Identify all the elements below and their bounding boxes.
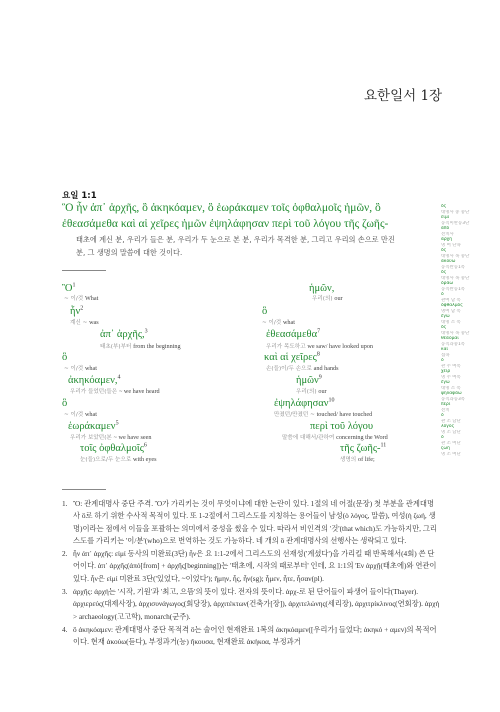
lexeme-entry: ὁ xyxy=(441,358,444,363)
page-title: 요한일서 1장 xyxy=(364,88,443,104)
lexeme-entry: ἀρχή xyxy=(441,237,453,242)
parsing-label: 관 소 남단 xyxy=(441,418,461,424)
divider xyxy=(62,489,106,490)
word-gloss: 만졌던/만졌던 ~ touched/ have touched xyxy=(274,411,373,418)
word-gloss: ~ 이/것 what xyxy=(64,411,97,418)
greek-word: καὶ αἱ χεῖρες$^8$ xyxy=(264,351,320,363)
parsing-label: 전치사 xyxy=(441,231,454,237)
footnote-ref[interactable]: 11 xyxy=(380,442,387,449)
korean-line: 분, 그 생명의 말씀에 대한 것이다. xyxy=(76,248,183,257)
parsing-label: 대명사 목 중단 xyxy=(441,275,470,281)
greek-word: ἐθεασάμεθα$^7$ xyxy=(266,328,321,340)
greek-word: ἀπ᾽ ἀρχῆς,$^3$ xyxy=(100,328,148,340)
word-gloss: 우리가 보았던(본 ~ we have seen xyxy=(70,434,152,441)
word-gloss: 말씀에 대해서/관하여 concerning the Word xyxy=(282,434,388,441)
lexeme-entry: εἰμί xyxy=(441,215,450,220)
lexeme-entry: χείρ xyxy=(441,369,451,374)
greek-word: περὶ τοῦ λόγου xyxy=(310,421,374,432)
footnote-ref[interactable]: 4 xyxy=(117,374,121,381)
parsing-label: 대명사 중 중단 xyxy=(441,209,470,215)
greek-word: ἡμῶν, xyxy=(309,283,335,294)
korean-translation xyxy=(76,233,436,259)
lexeme-entry: ἀπό xyxy=(441,226,450,231)
greek-word: ἡμῶν$^9$ xyxy=(296,374,322,386)
greek-word: ὃ xyxy=(62,352,68,363)
greek-word: ἀκηκόαμεν,$^4$ xyxy=(68,374,121,386)
word-gloss: 우리가 목도하고 we saw/ have looked upon xyxy=(266,343,374,350)
word-gloss: 태초(부)부터 from the beginning xyxy=(100,343,181,350)
greek-verse-text xyxy=(62,200,442,232)
lexeme-entry: ὁράω xyxy=(441,281,454,286)
parsing-label: 접속 xyxy=(441,352,450,358)
lexeme-entry: λόγος xyxy=(441,424,455,429)
greek-word: ὃ xyxy=(62,398,68,409)
lexeme-entry: ἐγώ xyxy=(441,380,450,385)
word-gloss: 우리(의) our xyxy=(312,295,343,302)
word-gloss: 손(들)이/두 손으로 and hands xyxy=(266,365,339,372)
lexeme-entry: ὅς xyxy=(441,270,447,275)
lexeme-entry: ζωή xyxy=(441,446,450,451)
footnote-ref[interactable]: 10 xyxy=(328,397,335,404)
greek-word: ἐψηλάφησαν$^{10}$ xyxy=(274,397,335,409)
lexeme-entry: περί xyxy=(441,402,451,407)
parsing-label: 동직미완능3단 xyxy=(441,220,470,226)
footnote-ref[interactable]: 8 xyxy=(316,351,320,358)
verse-heading: 요일 1:1 xyxy=(62,191,97,201)
lexeme-entry: ἀκούω xyxy=(441,259,456,264)
greek-word: ἑωράκαμεν$^5$ xyxy=(68,420,119,432)
word-gloss: 눈(들)으로/두 눈으로 with eyes xyxy=(80,456,157,463)
lexeme-entry: ἐγώ xyxy=(441,314,450,319)
greek-word: ὃ xyxy=(262,306,268,317)
parsing-label: 명 여 단속 xyxy=(441,242,461,248)
lexeme-entry: θεάομαι xyxy=(441,336,459,341)
lexeme-entry: ψηλαφάω xyxy=(441,391,462,396)
greek-word: τοῖς ὀφθαλμοῖς$^6$ xyxy=(80,442,147,454)
parsing-label: 동직과능3복 xyxy=(441,396,466,402)
word-gloss: ~ 이/것 what xyxy=(64,365,97,372)
greek-line: ἐθεασάμεθα καὶ αἱ χεῖρες ἡμῶν ἐψηλάφησαν περὶ τοῦ λόγου τῆς ζωῆς- xyxy=(62,218,389,230)
lexeme-entry: ὅς xyxy=(441,325,447,330)
lexeme-entry: ὅς xyxy=(441,248,447,253)
parsing-label: 명 소 남단 xyxy=(441,429,461,435)
footnotes xyxy=(62,498,440,650)
divider xyxy=(62,270,106,271)
footnote-ref[interactable]: 6 xyxy=(143,442,147,449)
word-gloss: ~ 이/것 what xyxy=(262,319,295,326)
footnote-item: 1. Ὃ: 관계대명사 중단 주격. Ὃ가 가리키는 것이 무엇이냐에 대한 논란이 있다. 1절의 네 어절(문장) 첫 부분을 관계대명사 ὃ로 하기 위한 수사적 목적이 있다. 또 1-2절에서 그리스도를 지칭하는 용어들이 남성(ὁ λόγος, 말씀), 여성(ἡ ζωή, 생명)이라는 점에서 이들을 포괄하는 의미에서 중성을 썼을 수 있다. 따라서 비인격의 '것'(that which)도 가능하지만, 그리스도를 가리키는 '이/분'(who)으로 번역하는 것도 가능하다. 네 개의 ὃ 관계대명사의 선행사는 생략되고 있다. xyxy=(62,499,437,545)
footnote-ref[interactable]: 9 xyxy=(318,374,322,381)
footnote-item: 4. ὃ ἀκηκόαμεν: 관계대명사 중단 목적격 ὃ는 술어인 현재완료 1복의 ἀκηκόαμεν([우리가] 들었다; ἀκηκό + αμεν)의 목적어이다. 현재 ἀκούω(듣다), 부정과거(능) ἤκουσα, 현재완료 ἀκήκοα, 부정과거 xyxy=(62,624,437,647)
parsing-label: 관여 남 복 xyxy=(441,297,461,303)
footnote-item: 3. ἀρχῆς: ἀρχή는 '시작, 기원'과 '최고, 으뜸'의 뜻이 있다. 전자의 뜻이다. ἀρχ-로 된 단어들이 파생어 들이다(Thayer). ἀρχιερεύς(대제사장), ἀρχισυνάγωγος(회당장), ἀρχιτέκτων(건축가[장]), ἀρχιτελώνης(세리장), ἀρχιτρίκλινος(연회장). ἀρχή > archaeology(고고학), monarch(군주). xyxy=(62,587,440,621)
parsing-label: 명 주 여복 xyxy=(441,374,461,380)
footnote-ref[interactable]: 5 xyxy=(115,420,119,427)
parsing-label: 관 소 여단 xyxy=(441,440,461,446)
lexeme-entry: ὀφθαλμός xyxy=(441,303,463,308)
parsing-label: 명 소 여단 xyxy=(441,451,461,457)
parsing-label: 대명사 목 중단 xyxy=(441,253,470,259)
parsing-label: 대명 소 복 xyxy=(441,385,461,391)
parsing-label: 대명사 목 중단 xyxy=(441,330,470,336)
word-gloss: 생명의 of life; xyxy=(340,456,375,463)
word-gloss: 계신 ~ was xyxy=(70,319,99,326)
parsing-label: 명여 남 복 xyxy=(441,308,461,314)
footnote-ref[interactable]: 2 xyxy=(80,305,84,312)
lexeme-entry: ὁ xyxy=(441,292,444,297)
greek-word: Ὃ$^1$ xyxy=(62,282,76,294)
greek-word: ἦν$^2$ xyxy=(70,305,84,317)
parsing-label: 동직완능1복 xyxy=(441,286,466,292)
parsing-label: 동직과중1복 xyxy=(441,341,466,347)
footnote-item: 2. ἦν ἀπ᾽ ἀρχῆς: εἰμί 동사의 미완료(3단) ἦν은 요 1:1-2에서 그리스도의 선재성('계셨다')을 가리킬 때 반복해서(4회) 쓴 단어이다. ἀπ᾽ ἀρχῆς(ἀπό[from] + ἀρχῆς[beginning])는 '태초에, 시작의 때로부터' 인데, 요 1:1의 Ἐν ἀρχῇ(태초에)와 연관이 있다. ἦν은 εἰμί 미완료 3단('있었다, ~이었다'); ἤμην, ἦς, ἦν(sg); ἦμεν, ἦτε, ἦσαν(pl). xyxy=(62,549,437,583)
footnote-ref[interactable]: 7 xyxy=(317,328,321,335)
lexeme-entry: ὅς xyxy=(441,204,447,209)
greek-word: τῆς ζωῆς-$^{11}$ xyxy=(340,442,387,454)
lexeme-entry: ὁ xyxy=(441,413,444,418)
parsing-label: 전치 xyxy=(441,407,450,413)
word-gloss: ~ 이/것 What xyxy=(64,295,99,302)
parsing-label: 동직완능1복 xyxy=(441,264,466,270)
word-gloss: 우리(의) our xyxy=(296,388,327,395)
word-gloss: 우리가 들었던(들은 ~ we have heard xyxy=(70,388,160,395)
parsing-label: 대명 소 복 xyxy=(441,319,461,325)
parsing-sidebar xyxy=(441,204,491,457)
greek-line: Ὃ ἦν ἀπ᾽ ἀρχῆς, ὃ ἀκηκόαμεν, ὃ ἑωράκαμεν τοῖς ὀφθαλμοῖς ἡμῶν, ὃ xyxy=(62,202,381,214)
lexeme-entry: καί xyxy=(441,347,448,352)
parsing-label: 관 주 여복 xyxy=(441,363,461,369)
footnote-ref[interactable]: 1 xyxy=(72,282,76,289)
footnote-ref[interactable]: 3 xyxy=(144,328,148,335)
lexeme-entry: ὁ xyxy=(441,435,444,440)
korean-line: 태초에 계신 분, 우리가 들은 분, 우리가 두 눈으로 본 분, 우리가 목격한 분, 그리고 우리의 손으로 만진 xyxy=(76,235,395,244)
